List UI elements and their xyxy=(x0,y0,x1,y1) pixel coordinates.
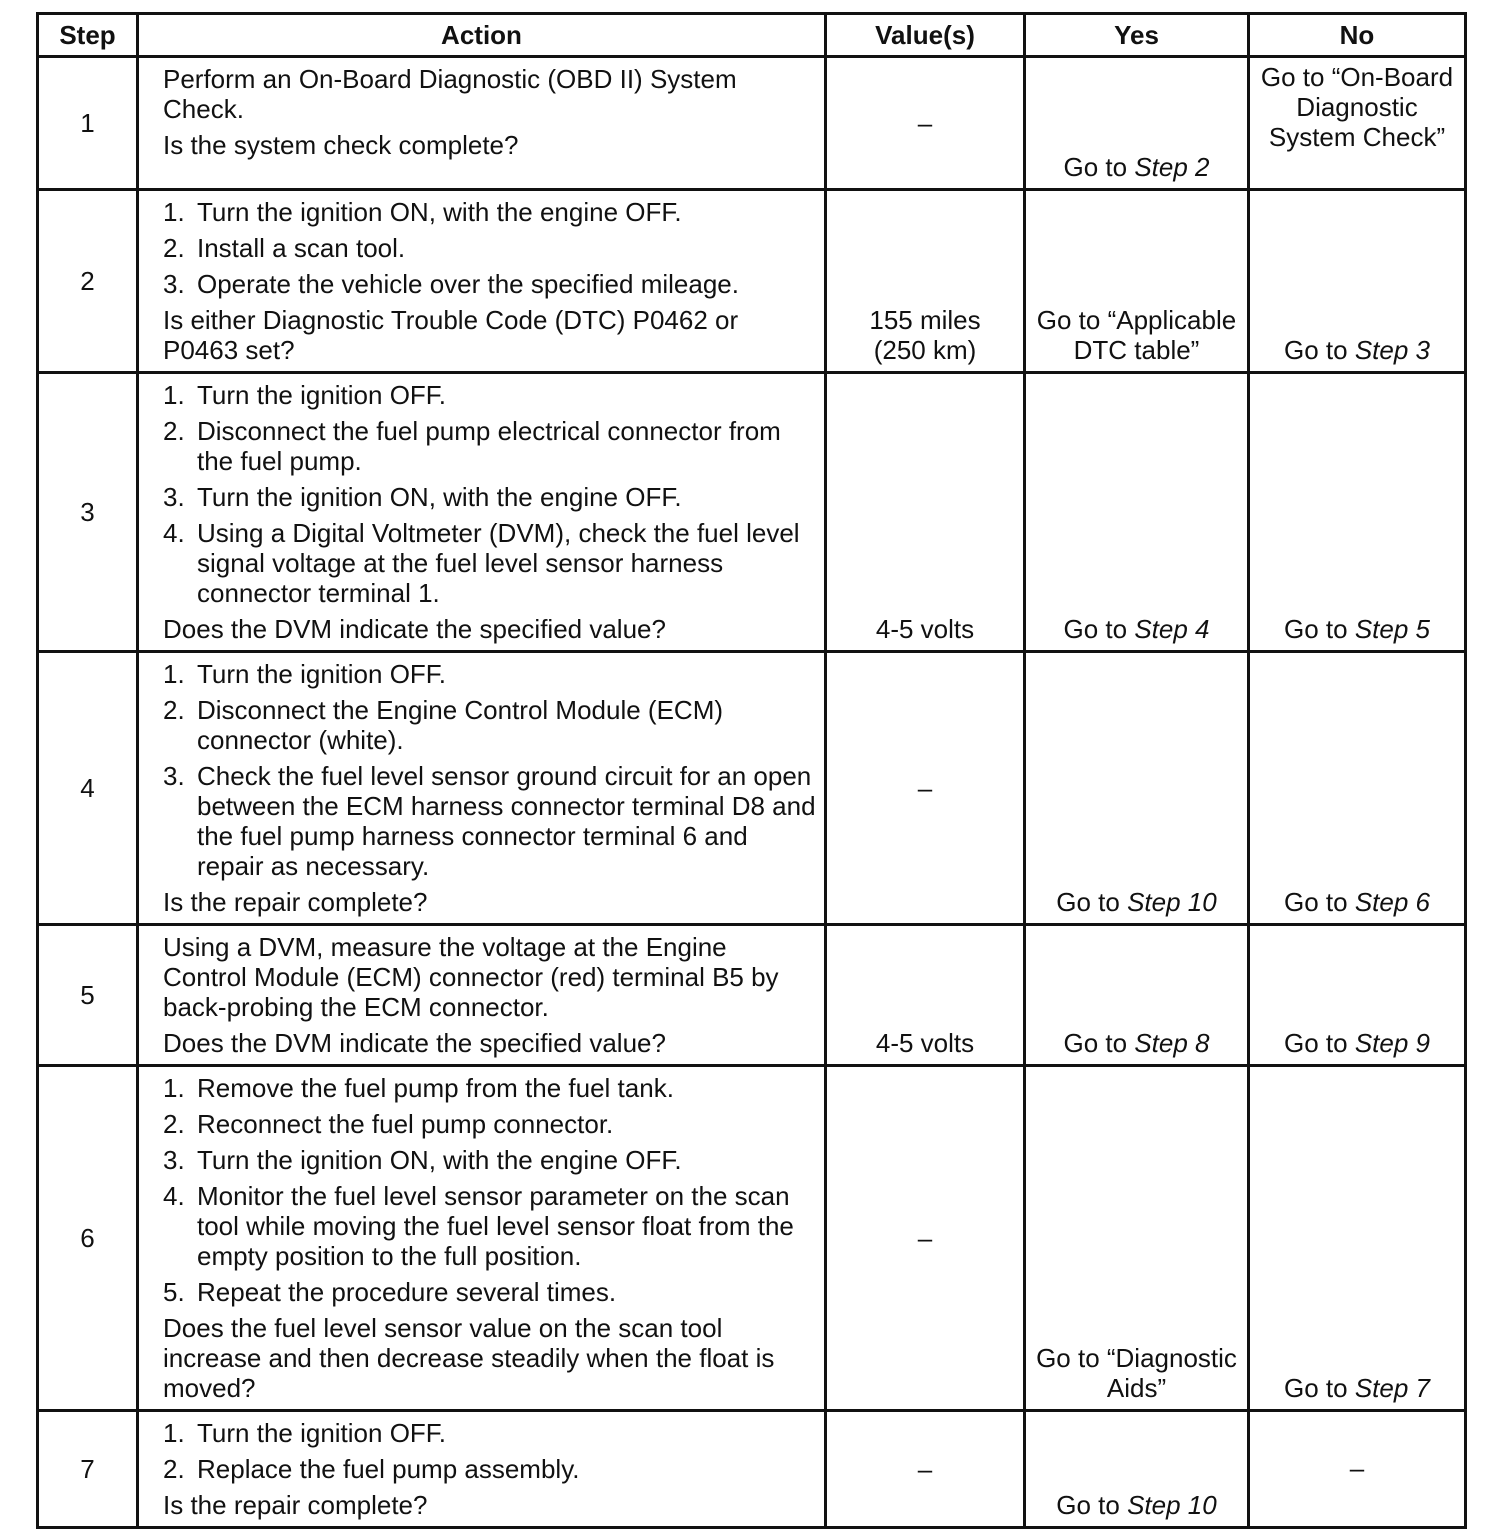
action-step-number: 1. xyxy=(163,197,185,227)
action-step-text: Turn the ignition ON, with the engine OFF. xyxy=(197,197,682,227)
yes-cell xyxy=(1025,190,1249,373)
table-row xyxy=(38,373,1466,652)
step-number: 7 xyxy=(38,1411,138,1528)
action-step-number: 2. xyxy=(163,1109,185,1139)
diagnostic-table xyxy=(36,12,1467,1529)
action-step-text: Disconnect the fuel pump electrical connector from the fuel pump. xyxy=(197,416,781,476)
action-step-text: Disconnect the Engine Control Module (ECM) connector (white). xyxy=(197,695,724,755)
action-step-item xyxy=(163,1109,816,1139)
action-step-number: 2. xyxy=(163,416,185,446)
value-cell: – xyxy=(826,652,1025,925)
action-step-text: Reconnect the fuel pump connector. xyxy=(197,1109,614,1139)
action-intro: Using a DVM, measure the voltage at the Engine Control Module (ECM) connector (red) terminal B5 by back-probing the ECM connector. xyxy=(163,932,779,1022)
action-step-number: 1. xyxy=(163,1418,185,1448)
yes-branch-text: Go to “Applicable DTC table” xyxy=(1036,305,1237,365)
action-step-number: 3. xyxy=(163,269,185,299)
no-branch-text: Go to xyxy=(1284,1028,1355,1058)
action-cell xyxy=(138,925,826,1066)
action-step-text: Turn the ignition ON, with the engine OFF. xyxy=(197,482,682,512)
action-step-item xyxy=(163,695,816,755)
action-step-number: 5. xyxy=(163,1277,185,1307)
action-question: Is the repair complete? xyxy=(163,1490,428,1520)
yes-branch-text: Go to xyxy=(1056,1490,1128,1520)
no-branch-step-link: Step 7 xyxy=(1354,1373,1430,1403)
action-step-number: 4. xyxy=(163,1181,185,1211)
action-question: Does the DVM indicate the specified value? xyxy=(163,614,666,644)
table-row xyxy=(38,925,1466,1066)
action-step-text: Repeat the procedure several times. xyxy=(197,1277,617,1307)
action-question: Is either Diagnostic Trouble Code (DTC) P0462 or P0463 set? xyxy=(163,305,739,365)
action-step-text: Turn the ignition OFF. xyxy=(197,1418,447,1448)
action-cell xyxy=(138,57,826,190)
no-cell xyxy=(1249,57,1466,190)
action-cell xyxy=(138,1411,826,1528)
yes-branch-text: Go to “Diagnostic Aids” xyxy=(1036,1343,1237,1403)
action-step-number: 3. xyxy=(163,761,185,791)
action-step-item xyxy=(163,659,816,689)
table-header-row xyxy=(38,14,1466,57)
column-header-yes: Yes xyxy=(1025,14,1249,57)
action-step-number: 1. xyxy=(163,380,185,410)
yes-branch-text: Go to xyxy=(1063,614,1135,644)
yes-cell xyxy=(1025,652,1249,925)
step-number: 3 xyxy=(38,373,138,652)
yes-branch-step-link: Step 2 xyxy=(1134,152,1210,182)
action-step-item xyxy=(163,1277,816,1307)
action-step-text: Turn the ignition OFF. xyxy=(197,659,447,689)
action-step-text: Check the fuel level sensor ground circuit for an open between the ECM harness connector terminal D8 and the fuel pump harness connector terminal 6 and repair as necessary. xyxy=(197,761,816,881)
no-cell xyxy=(1249,190,1466,373)
action-cell xyxy=(138,652,826,925)
action-step-item xyxy=(163,761,816,881)
table-row xyxy=(38,190,1466,373)
table-body xyxy=(38,57,1466,1528)
no-branch-text: Go to xyxy=(1284,887,1355,917)
column-header-no: No xyxy=(1249,14,1466,57)
value-cell: 4-5 volts xyxy=(826,373,1025,652)
no-branch-step-link: Step 9 xyxy=(1354,1028,1430,1058)
action-cell xyxy=(138,373,826,652)
yes-branch-step-link: Step 8 xyxy=(1134,1028,1210,1058)
yes-branch-text: Go to xyxy=(1063,1028,1135,1058)
no-branch-text: Go to xyxy=(1284,335,1355,365)
no-branch-text: Go to xyxy=(1284,1373,1355,1403)
no-branch-step-link: Step 6 xyxy=(1354,887,1430,917)
table-row xyxy=(38,1066,1466,1411)
value-cell: – xyxy=(826,57,1025,190)
action-step-text: Using a Digital Voltmeter (DVM), check the fuel level signal voltage at the fuel level sensor harness connector terminal 1. xyxy=(197,518,800,608)
yes-cell xyxy=(1025,1066,1249,1411)
action-step-item xyxy=(163,518,816,608)
yes-branch-text: Go to xyxy=(1056,887,1128,917)
value-cell: 155 miles (250 km) xyxy=(826,190,1025,373)
action-intro: Perform an On-Board Diagnostic (OBD II) System Check. xyxy=(163,64,737,124)
action-step-item xyxy=(163,1181,816,1271)
action-step-number: 3. xyxy=(163,1145,185,1175)
value-cell: – xyxy=(826,1411,1025,1528)
action-step-number: 1. xyxy=(163,1073,185,1103)
action-step-text: Monitor the fuel level sensor parameter on the scan tool while moving the fuel level sensor float from the empty position to the full position. xyxy=(197,1181,794,1271)
action-step-text: Operate the vehicle over the specified mileage. xyxy=(197,269,739,299)
no-branch-text: – xyxy=(1349,1453,1365,1483)
yes-branch-step-link: Step 10 xyxy=(1127,887,1217,917)
action-question: Is the repair complete? xyxy=(163,887,428,917)
step-number: 2 xyxy=(38,190,138,373)
yes-branch-text: Go to xyxy=(1063,152,1135,182)
action-step-item xyxy=(163,1145,816,1175)
action-step-number: 2. xyxy=(163,695,185,725)
action-question: Does the DVM indicate the specified value? xyxy=(163,1028,666,1058)
action-question: Is the system check complete? xyxy=(163,130,519,160)
step-number: 4 xyxy=(38,652,138,925)
table-row xyxy=(38,1411,1466,1528)
action-step-number: 2. xyxy=(163,1454,185,1484)
action-question: Does the fuel level sensor value on the scan tool increase and then decrease steadily when the float is moved? xyxy=(163,1313,775,1403)
action-step-number: 3. xyxy=(163,482,185,512)
step-number: 1 xyxy=(38,57,138,190)
no-branch-text: Go to “On-Board Diagnostic System Check” xyxy=(1260,62,1454,152)
action-cell xyxy=(138,1066,826,1411)
action-step-item xyxy=(163,380,816,410)
yes-branch-step-link: Step 4 xyxy=(1134,614,1210,644)
column-header-step: Step xyxy=(38,14,138,57)
action-step-item xyxy=(163,197,816,227)
table-row xyxy=(38,652,1466,925)
action-step-number: 2. xyxy=(163,233,185,263)
action-step-item xyxy=(163,1073,816,1103)
table-row xyxy=(38,57,1466,190)
value-cell: – xyxy=(826,1066,1025,1411)
action-step-text: Remove the fuel pump from the fuel tank. xyxy=(197,1073,674,1103)
action-step-text: Install a scan tool. xyxy=(197,233,406,263)
action-step-number: 4. xyxy=(163,518,185,548)
action-step-item xyxy=(163,416,816,476)
action-cell xyxy=(138,190,826,373)
action-step-item xyxy=(163,269,816,299)
action-step-text: Turn the ignition ON, with the engine OFF. xyxy=(197,1145,682,1175)
action-step-number: 1. xyxy=(163,659,185,689)
yes-branch-step-link: Step 10 xyxy=(1127,1490,1217,1520)
action-step-item xyxy=(163,482,816,512)
no-branch-step-link: Step 3 xyxy=(1354,335,1430,365)
yes-cell xyxy=(1025,373,1249,652)
yes-cell xyxy=(1025,925,1249,1066)
column-header-action: Action xyxy=(138,14,826,57)
no-cell xyxy=(1249,925,1466,1066)
column-header-values: Value(s) xyxy=(826,14,1025,57)
yes-cell xyxy=(1025,57,1249,190)
action-step-item xyxy=(163,233,816,263)
no-cell xyxy=(1249,1066,1466,1411)
step-number: 5 xyxy=(38,925,138,1066)
no-cell xyxy=(1249,1411,1466,1528)
action-step-text: Turn the ignition OFF. xyxy=(197,380,447,410)
action-step-text: Replace the fuel pump assembly. xyxy=(197,1454,580,1484)
action-step-item xyxy=(163,1418,816,1448)
value-cell: 4-5 volts xyxy=(826,925,1025,1066)
yes-cell xyxy=(1025,1411,1249,1528)
no-branch-step-link: Step 5 xyxy=(1354,614,1430,644)
no-cell xyxy=(1249,373,1466,652)
no-branch-text: Go to xyxy=(1284,614,1355,644)
action-step-item xyxy=(163,1454,816,1484)
step-number: 6 xyxy=(38,1066,138,1411)
no-cell xyxy=(1249,652,1466,925)
